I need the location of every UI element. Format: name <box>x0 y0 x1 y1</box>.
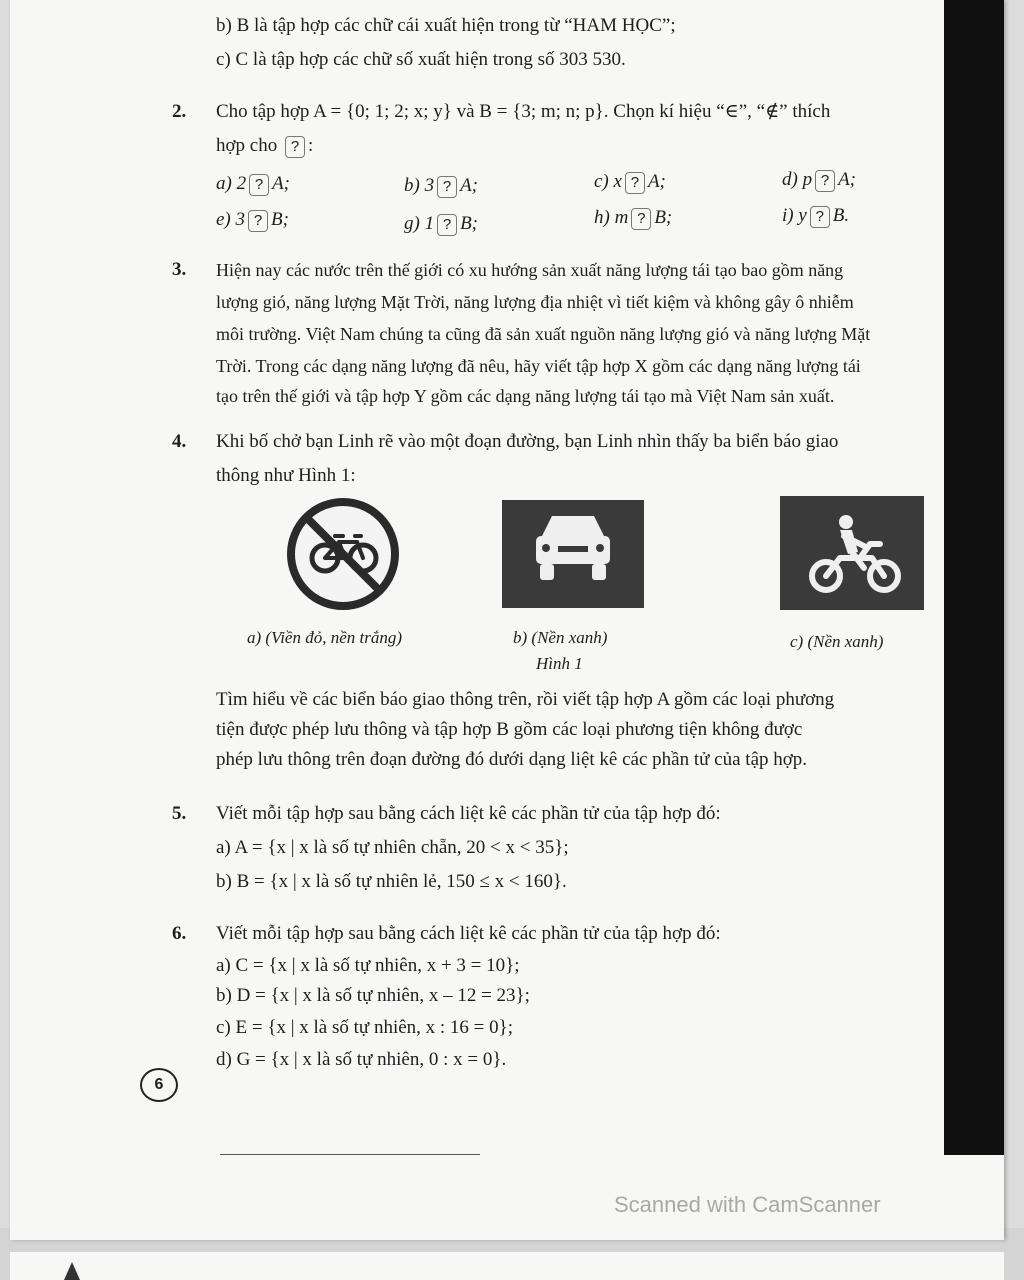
page-number: 6 <box>140 1068 178 1102</box>
caption-b: b) (Nền xanh) <box>513 628 608 647</box>
no-bicycle-sign-icon <box>287 498 399 610</box>
question-5-number: 5. <box>172 803 187 824</box>
question-5-item-a: a) A = {x | x là số tự nhiên chẵn, 20 < x < 35}; <box>216 837 569 858</box>
question-3-line5: tạo trên thế giới và tập hợp Y gồm các dạng năng lượng tái tạo mà Việt Nam sản xuất. <box>216 386 835 406</box>
question-2-number: 2. <box>172 101 187 122</box>
caption-a: a) (Viền đỏ, nền trắng) <box>247 628 403 647</box>
motorcycle-sign-icon <box>780 496 924 610</box>
question-2-line2 <box>216 134 313 158</box>
q2-item-b: b) 3 ? A; <box>404 175 479 196</box>
q2-item-i: i) y ? B. <box>782 205 850 226</box>
q2-item-g: g) 1 ? B; <box>404 213 479 234</box>
question-3-number: 3. <box>172 259 187 280</box>
question-2-line2-suffix: : <box>307 135 314 156</box>
footer-rule <box>220 1154 480 1155</box>
question-4-line1: Khi bố chở bạn Linh rẽ vào một đoạn đường, bạn Linh nhìn thấy ba biển báo giao <box>216 431 839 452</box>
question-6-number: 6. <box>172 923 187 944</box>
figure-label: Hình 1 <box>536 654 583 673</box>
question-5-item-b: b) B = {x | x là số tự nhiên lẻ, 150 ≤ x < 160}. <box>216 871 567 892</box>
car-sign-icon <box>502 500 644 608</box>
q2-item-c: c) x ? A; <box>594 171 666 192</box>
question-6-item-c: c) E = {x | x là số tự nhiên, x : 16 = 0}; <box>216 1017 514 1038</box>
question-6-item-a: a) C = {x | x là số tự nhiên, x + 3 = 10}; <box>216 955 520 976</box>
question-2-line1: Cho tập hợp A = {0; 1; 2; x; y} và B = {3; m; n; p}. Chọn kí hiệu “∈”, “∉” thích <box>216 101 831 122</box>
question-3-line2: lượng gió, năng lượng Mặt Trời, năng lượng địa nhiệt vì tiết kiệm và không gây ô nhiễm <box>216 292 854 312</box>
question-4-after-line3: phép lưu thông trên đoạn đường đó dưới dạng liệt kê các phần tử của tập hợp. <box>216 749 808 770</box>
placeholder-box: ? <box>285 136 305 158</box>
q2-item-d: d) p ? A; <box>782 169 857 190</box>
question-6-item-d: d) G = {x | x là số tự nhiên, 0 : x = 0}. <box>216 1049 507 1070</box>
question-2-line2-prefix: hợp cho <box>216 135 278 156</box>
question-3-line3: môi trường. Việt Nam chúng ta cũng đã sản xuất nguồn năng lượng gió và năng lượng Mặt <box>216 324 871 344</box>
question-4-after-line2: tiện được phép lưu thông và tập hợp B gồm các loại phương tiện không được <box>216 719 803 740</box>
question-4-number: 4. <box>172 431 187 452</box>
question-6-item-b: b) D = {x | x là số tự nhiên, x – 12 = 23}; <box>216 985 530 1006</box>
item-c: c) C là tập hợp các chữ số xuất hiện trong số 303 530. <box>216 49 626 70</box>
question-6-title: Viết mỗi tập hợp sau bằng cách liệt kê các phần tử của tập hợp đó: <box>216 923 721 944</box>
question-4-after-line1: Tìm hiểu về các biển báo giao thông trên, rồi viết tập hợp A gồm các loại phương <box>216 689 835 710</box>
q2-item-a: a) 2 ? A; <box>216 173 291 194</box>
page-corner-shadow <box>64 1262 80 1280</box>
question-3-line1: Hiện nay các nước trên thế giới có xu hướng sản xuất năng lượng tái tạo bao gồm năng <box>216 260 844 280</box>
caption-c: c) (Nền xanh) <box>790 632 884 651</box>
q2-item-h: h) m ? B; <box>594 207 673 228</box>
page-edge-shadow <box>944 0 1004 1155</box>
next-page-edge <box>10 1252 1004 1280</box>
scanner-watermark: Scanned with CamScanner <box>614 1192 881 1217</box>
question-5-title: Viết mỗi tập hợp sau bằng cách liệt kê các phần tử của tập hợp đó: <box>216 803 721 824</box>
item-b: b) B là tập hợp các chữ cái xuất hiện trong từ “HAM HỌC”; <box>216 15 676 36</box>
question-4-line2: thông như Hình 1: <box>216 465 356 486</box>
q2-item-e: e) 3 ? B; <box>216 209 289 230</box>
question-3-line4: Trời. Trong các dạng năng lượng đã nêu, hãy viết tập hợp X gồm các dạng năng lượng tái <box>216 356 861 376</box>
